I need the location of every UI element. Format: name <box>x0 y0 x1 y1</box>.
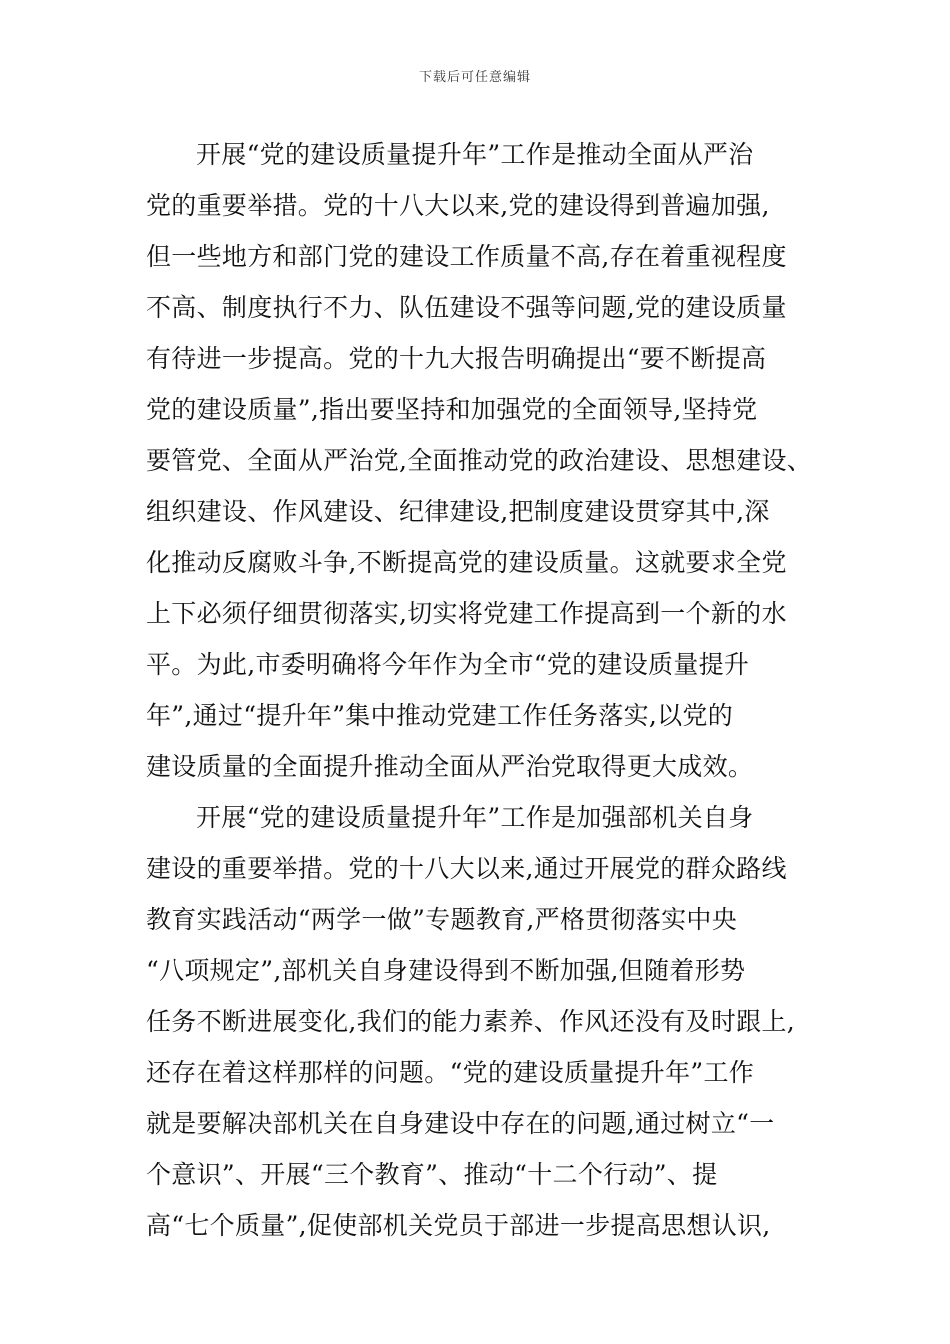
text-line: 建设的重要举措。党的十八大以来,通过开展党的群众路线 <box>146 854 787 883</box>
text-line: 任务不断进展变化,我们的能力素养、作风还没有及时跟上, <box>146 1007 795 1036</box>
text-line: 党的建设质量”,指出要坚持和加强党的全面领导,坚持党 <box>146 395 758 424</box>
text-line: 就是要解决部机关在自身建设中存在的问题,通过树立“一 <box>146 1109 775 1138</box>
text-line: 开展“党的建设质量提升年”工作是推动全面从严治 <box>196 140 754 169</box>
text-line: 有待进一步提高。党的十九大报告明确提出“要不断提高 <box>146 344 767 373</box>
text-line: 组织建设、作风建设、纪律建设,把制度建设贯穿其中,深 <box>146 497 770 526</box>
document-body <box>146 129 826 1251</box>
text-line: 高“七个质量”,促使部机关党员于部进一步提高思想认识, <box>146 1211 771 1240</box>
paragraph-2 <box>146 792 826 1251</box>
text-line: 要管党、全面从严治党,全面推动党的政治建设、思想建设、 <box>146 446 813 475</box>
text-line: 个意识”、开展“三个教育”、推动“十二个行动”、提 <box>146 1160 718 1189</box>
text-line: 党的重要举措。党的十八大以来,党的建设得到普遍加强, <box>146 191 770 220</box>
page-header: 下载后可任意编辑 <box>418 70 531 85</box>
text-line: 教育实践活动“两学一做”专题教育,严格贯彻落实中央 <box>146 905 738 934</box>
text-line: 开展“党的建设质量提升年”工作是加强部机关自身 <box>196 803 754 832</box>
text-line: 不高、制度执行不力、队伍建设不强等问题,党的建设质量 <box>146 293 787 322</box>
text-line: 但一些地方和部门党的建设工作质量不高,存在着重视程度 <box>146 242 787 271</box>
text-line: 平。为此,市委明确将今年作为全市“党的建设质量提升 <box>146 650 750 679</box>
text-line: 年”,通过“提升年”集中推动党建工作任务落实,以党的 <box>146 701 734 730</box>
text-line: 建设质量的全面提升推动全面从严治党取得更大成效。 <box>146 752 754 781</box>
text-line: 化推动反腐败斗争,不断提高党的建设质量。这就要求全党 <box>146 548 787 577</box>
paragraph-1 <box>146 129 826 792</box>
text-line: 上下必须仔细贯彻落实,切实将党建工作提高到一个新的水 <box>146 599 787 628</box>
text-line: “八项规定”,部机关自身建设得到不断加强,但随着形势 <box>146 956 746 985</box>
text-line: 还存在着这样那样的问题。“党的建设质量提升年”工作 <box>146 1058 755 1087</box>
